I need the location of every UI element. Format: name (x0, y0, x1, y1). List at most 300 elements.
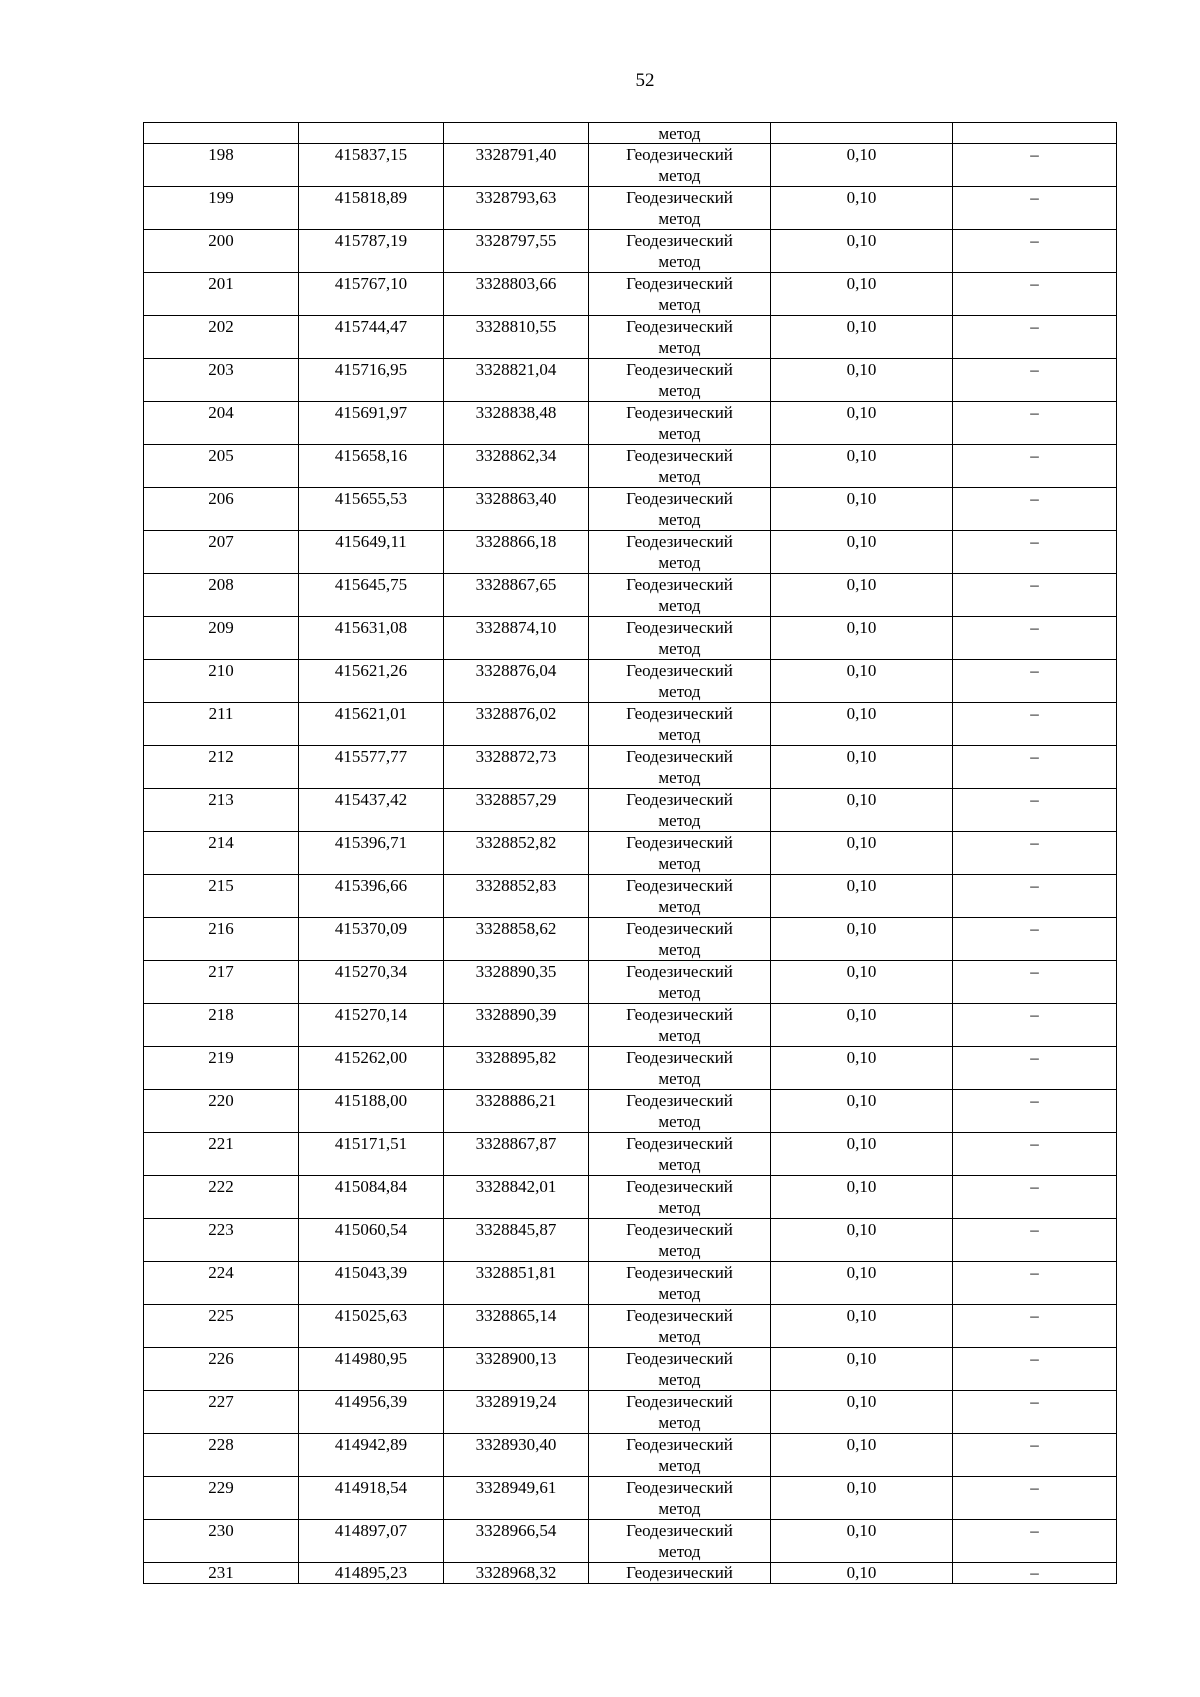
cell-description (953, 531, 1117, 574)
cell-description (953, 359, 1117, 402)
cell-number (144, 273, 299, 316)
table-row (144, 1004, 1117, 1047)
cell-accuracy-text: 0,10 (846, 661, 877, 680)
cell-method-text: метод (658, 1542, 701, 1561)
cell-description (953, 1090, 1117, 1133)
cell-x-text: 415631,08 (334, 618, 408, 637)
cell-method-text: Геодезический (626, 876, 733, 895)
cell-accuracy-text: 0,10 (846, 317, 877, 336)
cell-y-text: 3328821,04 (475, 360, 557, 379)
cell-y (444, 1004, 589, 1047)
table-row (144, 660, 1117, 703)
cell-x-text: 415744,47 (334, 317, 408, 336)
cell-accuracy-text: 0,10 (846, 1306, 877, 1325)
cell-number-text: 208 (208, 575, 234, 594)
cell-description-text: – (1030, 1005, 1039, 1024)
cell-x (299, 1047, 444, 1090)
cell-description (953, 832, 1117, 875)
cell-accuracy-text: 0,10 (846, 962, 877, 981)
cell-method-text: метод (658, 1241, 701, 1260)
cell-description (953, 918, 1117, 961)
cell-method-text: Геодезический (626, 317, 733, 336)
cell-accuracy (771, 1391, 953, 1434)
cell-description-text: – (1030, 747, 1039, 766)
cell-number (144, 918, 299, 961)
cell-y (444, 875, 589, 918)
cell-description (953, 703, 1117, 746)
cell-description-text: – (1030, 1177, 1039, 1196)
cell-method-text: метод (658, 1198, 701, 1217)
cell-y-text: 3328886,21 (475, 1091, 557, 1110)
cell-accuracy-text: 0,10 (846, 532, 877, 551)
cell-accuracy (771, 1434, 953, 1477)
cell-x (299, 488, 444, 531)
cell-accuracy (771, 875, 953, 918)
cell-x-text: 415437,42 (334, 790, 408, 809)
cell-x-text: 415649,11 (335, 532, 407, 551)
cell-method-text: Геодезический (626, 1435, 733, 1454)
cell-number (144, 1391, 299, 1434)
cell-method (589, 1047, 771, 1090)
cell-number-text: 220 (208, 1091, 234, 1110)
cell-x (299, 660, 444, 703)
cell-y-text: 3328900,13 (475, 1349, 557, 1368)
cell-x (299, 961, 444, 1004)
table-row (144, 1477, 1117, 1520)
cell-method-text: метод (658, 596, 701, 615)
cell-x (299, 1348, 444, 1391)
cell-method-text: метод (658, 295, 701, 314)
cell-description-text: – (1030, 1306, 1039, 1325)
cell-number-text: 211 (208, 704, 234, 723)
cell-description-text: – (1030, 1220, 1039, 1239)
cell-accuracy-text: 0,10 (846, 145, 877, 164)
cell-method-text: метод (658, 1327, 701, 1346)
cell-y (444, 359, 589, 402)
cell-number (144, 531, 299, 574)
cell-accuracy (771, 1348, 953, 1391)
cell-y (444, 1219, 589, 1262)
cell-y (444, 961, 589, 1004)
table-row (144, 918, 1117, 961)
cell-method (589, 187, 771, 230)
cell-accuracy-text: 0,10 (846, 876, 877, 895)
cell-x-text: 414942,89 (334, 1435, 408, 1454)
cell-method-text: метод (658, 510, 701, 529)
table-row (144, 488, 1117, 531)
cell-method (589, 1520, 771, 1563)
cell-description-text: – (1030, 618, 1039, 637)
table-row (144, 1434, 1117, 1477)
cell-y-text: 3328858,62 (475, 919, 557, 938)
cell-x-text: 415084,84 (334, 1177, 408, 1196)
cell-number-text: 201 (208, 274, 234, 293)
cell-x (299, 1219, 444, 1262)
cell-accuracy-text: 0,10 (846, 360, 877, 379)
cell-description-text: – (1030, 661, 1039, 680)
cell-method-text: Геодезический (626, 575, 733, 594)
cell-method-text: Геодезический (626, 1521, 733, 1540)
cell-x-text: 415818,89 (334, 188, 408, 207)
cell-method (589, 230, 771, 273)
cell-x (299, 789, 444, 832)
cell-number-text: 219 (208, 1048, 234, 1067)
cell-method (589, 918, 771, 961)
cell-y (444, 402, 589, 445)
cell-y-text: 3328919,24 (475, 1392, 557, 1411)
cell-description (953, 1262, 1117, 1305)
cell-description-text: – (1030, 317, 1039, 336)
cell-accuracy-text: 0,10 (846, 1048, 877, 1067)
cell-x (299, 445, 444, 488)
cell-description (953, 1348, 1117, 1391)
cell-accuracy (771, 961, 953, 1004)
cell-y (444, 144, 589, 187)
cell-description-text: – (1030, 704, 1039, 723)
cell-accuracy-text: 0,10 (846, 1435, 877, 1454)
cell-accuracy (771, 144, 953, 187)
cell-accuracy (771, 316, 953, 359)
cell-method-text: метод (658, 940, 701, 959)
cell-description-text: – (1030, 188, 1039, 207)
cell-x (299, 1434, 444, 1477)
cell-x-text: 414956,39 (334, 1392, 408, 1411)
cell-y (444, 918, 589, 961)
cell-accuracy (771, 187, 953, 230)
cell-description (953, 1004, 1117, 1047)
cell-x (299, 875, 444, 918)
cell-description-text: – (1030, 876, 1039, 895)
cell-x-text: 415043,39 (334, 1263, 408, 1282)
table-row (144, 746, 1117, 789)
cell-x-text: 414980,95 (334, 1349, 408, 1368)
cell-method (589, 746, 771, 789)
cell-number (144, 1477, 299, 1520)
cell-method-text: метод (658, 897, 701, 916)
cell-method (589, 1262, 771, 1305)
cell-number-text: 212 (208, 747, 234, 766)
table-row (144, 316, 1117, 359)
cell-x-text: 415396,66 (334, 876, 408, 895)
table-row (144, 1262, 1117, 1305)
cell-y (444, 230, 589, 273)
cell-accuracy (771, 273, 953, 316)
cell-method (589, 961, 771, 1004)
cell-description-text: – (1030, 962, 1039, 981)
table-row (144, 574, 1117, 617)
table-row (144, 1348, 1117, 1391)
cell-x (299, 918, 444, 961)
table-row (144, 273, 1117, 316)
cell-description-text: – (1030, 1478, 1039, 1497)
cell-accuracy (771, 1520, 953, 1563)
cell-method-text: метод (658, 1284, 701, 1303)
cell-method-text: Геодезический (626, 962, 733, 981)
cell-method-text: Геодезический (626, 188, 733, 207)
cell-method-text: метод (658, 983, 701, 1002)
cell-number (144, 230, 299, 273)
cell-x-text: 415370,09 (334, 919, 408, 938)
cell-method (589, 832, 771, 875)
cell-method-text: метод (658, 252, 701, 271)
cell-x (299, 123, 444, 144)
cell-y-text: 3328890,39 (475, 1005, 557, 1024)
cell-method-text: метод (658, 639, 701, 658)
cell-method-text: Геодезический (626, 489, 733, 508)
cell-y (444, 123, 589, 144)
table-row (144, 1305, 1117, 1348)
cell-x (299, 1176, 444, 1219)
cell-y (444, 445, 589, 488)
cell-method-text: Геодезический (626, 1349, 733, 1368)
cell-x-text: 415621,26 (334, 661, 408, 680)
cell-description-text: – (1030, 489, 1039, 508)
cell-method-text: метод (658, 1370, 701, 1389)
cell-number (144, 1348, 299, 1391)
cell-method-text: Геодезический (626, 1478, 733, 1497)
cell-number (144, 402, 299, 445)
cell-method-text: Геодезический (626, 231, 733, 250)
cell-method-text: метод (658, 209, 701, 228)
cell-method-text: Геодезический (626, 790, 733, 809)
cell-description-text: – (1030, 403, 1039, 422)
cell-number-text: 214 (208, 833, 234, 852)
cell-x: 414895,23 (299, 1563, 444, 1584)
cell-method-text: метод (658, 725, 701, 744)
cell-method (589, 144, 771, 187)
cell-description (953, 961, 1117, 1004)
cell-number (144, 789, 299, 832)
cell-method-text: метод (658, 166, 701, 185)
cell-method-text: метод (658, 682, 701, 701)
cell-y (444, 316, 589, 359)
cell-accuracy (771, 123, 953, 144)
cell-method (589, 1305, 771, 1348)
cell-method-text: Геодезический (626, 274, 733, 293)
cell-x (299, 1004, 444, 1047)
cell-accuracy (771, 789, 953, 832)
cell-number (144, 488, 299, 531)
cell-number-text: 199 (208, 188, 234, 207)
cell-description (953, 144, 1117, 187)
cell-method (589, 1004, 771, 1047)
cell-y-text: 3328793,63 (475, 188, 557, 207)
cell-method (589, 359, 771, 402)
cell-y (444, 617, 589, 660)
cell-method (589, 273, 771, 316)
cell-y (444, 488, 589, 531)
cell-accuracy (771, 531, 953, 574)
cell-y (444, 273, 589, 316)
table-row (144, 1391, 1117, 1434)
cell-method-text: метод (658, 381, 701, 400)
cell-y (444, 746, 589, 789)
cell-x (299, 1477, 444, 1520)
cell-y-text: 3328895,82 (475, 1048, 557, 1067)
coordinates-table (143, 122, 1117, 1584)
cell-description (953, 746, 1117, 789)
cell-accuracy-text: 0,10 (846, 575, 877, 594)
cell-method-text: Геодезический (626, 532, 733, 551)
cell-method (589, 402, 771, 445)
cell-method (589, 1348, 771, 1391)
cell-method-text: Геодезический (626, 833, 733, 852)
cell-description (953, 1047, 1117, 1090)
cell-accuracy (771, 660, 953, 703)
cell-accuracy-text: 0,10 (846, 919, 877, 938)
table-row (144, 789, 1117, 832)
cell-x-text: 415270,14 (334, 1005, 408, 1024)
cell-x-text: 415060,54 (334, 1220, 408, 1239)
cell-x-text: 415645,75 (334, 575, 408, 594)
cell-method-text: Геодезический (626, 1177, 733, 1196)
cell-y (444, 1434, 589, 1477)
cell-y (444, 1305, 589, 1348)
cell-method (589, 703, 771, 746)
cell-accuracy-text: 0,10 (846, 1263, 877, 1282)
cell-method-text: метод (658, 1456, 701, 1475)
cell-accuracy-text: 0,10 (846, 747, 877, 766)
cell-number (144, 1434, 299, 1477)
cell-y (444, 1090, 589, 1133)
table-row (144, 1176, 1117, 1219)
cell-y-text: 3328866,18 (475, 532, 557, 551)
table-row (144, 144, 1117, 187)
cell-number-text: 224 (208, 1263, 234, 1282)
cell-description (953, 1305, 1117, 1348)
cell-description-text: – (1030, 274, 1039, 293)
coordinates-table-body (144, 123, 1117, 1584)
cell-x-text: 415270,34 (334, 962, 408, 981)
cell-number-text: 198 (208, 145, 234, 164)
cell-accuracy: 0,10 (771, 1563, 953, 1584)
cell-y-text: 3328874,10 (475, 618, 557, 637)
table-row (144, 1563, 1117, 1584)
cell-accuracy-text: 0,10 (846, 1091, 877, 1110)
cell-description-text: – (1030, 833, 1039, 852)
cell-number-text: 203 (208, 360, 234, 379)
cell-accuracy (771, 445, 953, 488)
cell-description (953, 1477, 1117, 1520)
cell-method-text: Геодезический (626, 919, 733, 938)
cell-x (299, 574, 444, 617)
cell-x-text: 415025,63 (334, 1306, 408, 1325)
table-row (144, 832, 1117, 875)
table-row (144, 875, 1117, 918)
cell-y-text: 3328852,83 (475, 876, 557, 895)
cell-description-text: – (1030, 1349, 1039, 1368)
cell-y (444, 574, 589, 617)
cell-y (444, 1262, 589, 1305)
cell-method: Геодезический (589, 1563, 771, 1584)
cell-accuracy-text: 0,10 (846, 489, 877, 508)
cell-x (299, 359, 444, 402)
cell-x (299, 230, 444, 273)
cell-number (144, 875, 299, 918)
cell-description-text: – (1030, 790, 1039, 809)
cell-method-text: Геодезический (626, 1005, 733, 1024)
cell-description (953, 402, 1117, 445)
cell-x (299, 1133, 444, 1176)
cell-y (444, 1176, 589, 1219)
cell-method-text: метод (658, 1499, 701, 1518)
cell-number (144, 617, 299, 660)
cell-number-text: 218 (208, 1005, 234, 1024)
cell-accuracy (771, 1004, 953, 1047)
table-row (144, 1047, 1117, 1090)
cell-x (299, 1262, 444, 1305)
cell-x-text: 415655,53 (334, 489, 408, 508)
continuation-text: метод (658, 124, 701, 143)
cell-description (953, 1434, 1117, 1477)
cell-x-text: 415767,10 (334, 274, 408, 293)
cell-description (953, 123, 1117, 144)
cell-description-text: – (1030, 1435, 1039, 1454)
cell-description (953, 1176, 1117, 1219)
cell-number-text: 209 (208, 618, 234, 637)
cell-method (589, 1176, 771, 1219)
table-row (144, 1090, 1117, 1133)
table-row (144, 187, 1117, 230)
cell-number-text: 200 (208, 231, 234, 250)
cell-number-text: 202 (208, 317, 234, 336)
cell-method (589, 875, 771, 918)
cell-description (953, 230, 1117, 273)
cell-number (144, 359, 299, 402)
cell-method-text: метод (658, 811, 701, 830)
cell-number (144, 832, 299, 875)
cell-number-text: 221 (208, 1134, 234, 1153)
cell-method-text: Геодезический (626, 618, 733, 637)
cell-x (299, 1391, 444, 1434)
table-row (144, 1520, 1117, 1563)
cell-accuracy (771, 617, 953, 660)
cell-accuracy-text: 0,10 (846, 1220, 877, 1239)
cell-number-text: 223 (208, 1220, 234, 1239)
cell-method (589, 789, 771, 832)
cell-y-text: 3328930,40 (475, 1435, 557, 1454)
cell-method (589, 1133, 771, 1176)
cell-method-text: метод (658, 1112, 701, 1131)
cell-y (444, 789, 589, 832)
cell-description (953, 1133, 1117, 1176)
cell-description (953, 660, 1117, 703)
cell-number (144, 1004, 299, 1047)
cell-accuracy-text: 0,10 (846, 1521, 877, 1540)
cell-method (589, 660, 771, 703)
cell-accuracy (771, 488, 953, 531)
cell-method-text: метод (658, 854, 701, 873)
cell-y-text: 3328845,87 (475, 1220, 557, 1239)
cell-x-text: 414897,07 (334, 1521, 408, 1540)
cell-description (953, 273, 1117, 316)
cell-number (144, 144, 299, 187)
cell-description-text: – (1030, 360, 1039, 379)
cell-y (444, 832, 589, 875)
cell-accuracy-text: 0,10 (846, 833, 877, 852)
cell-number-text: 207 (208, 532, 234, 551)
cell-accuracy (771, 1477, 953, 1520)
cell-number-text: 215 (208, 876, 234, 895)
cell-number (144, 574, 299, 617)
cell-method-text: Геодезический (626, 1306, 733, 1325)
cell-number-text: 226 (208, 1349, 234, 1368)
cell-accuracy-text: 0,10 (846, 1392, 877, 1411)
cell-description-text: – (1030, 532, 1039, 551)
cell-description-text: – (1030, 919, 1039, 938)
cell-number-text: 205 (208, 446, 234, 465)
cell-method-text: метод (658, 768, 701, 787)
